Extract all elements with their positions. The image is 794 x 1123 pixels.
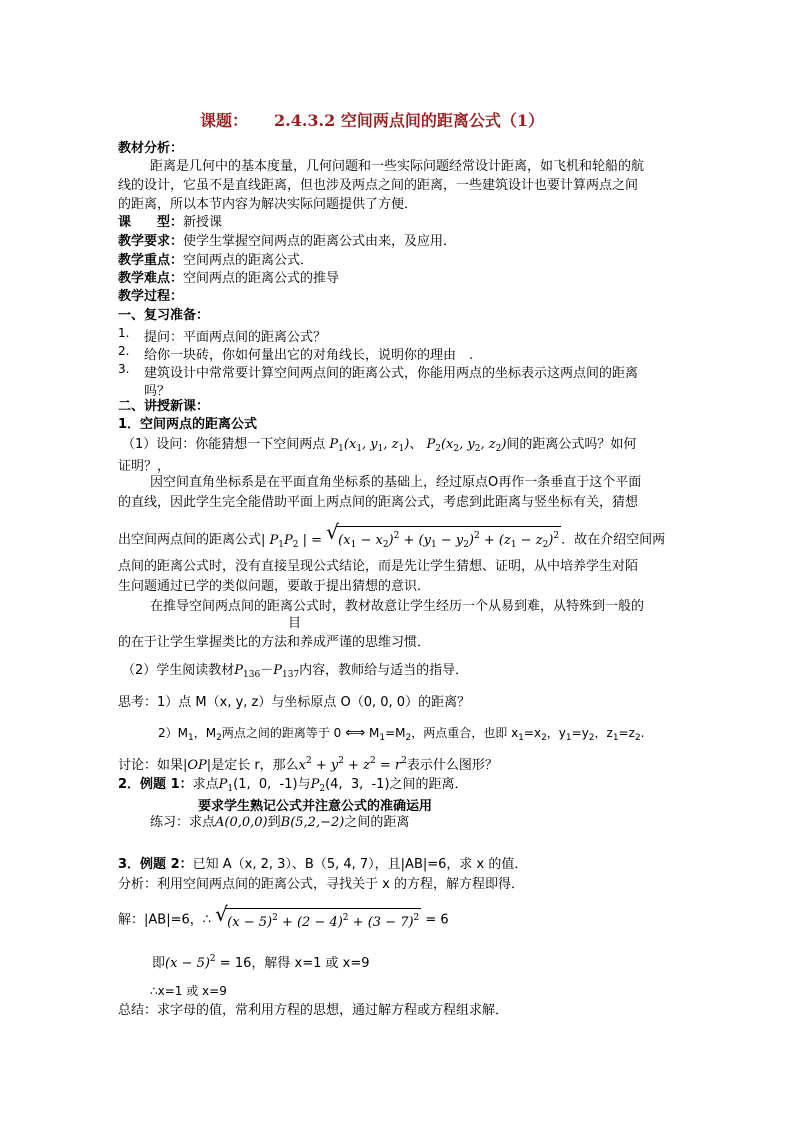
solution-result: ∴x=1 或 x=9 — [150, 984, 227, 998]
op-length: |OP| — [183, 758, 212, 773]
think-2-part: =y — [571, 726, 589, 740]
section1-heading: 一、复习准备： — [118, 308, 210, 323]
item-number-1: 1. — [118, 326, 130, 340]
discussion-mid: 是定长 r，那么 — [211, 758, 299, 773]
point-p2-values: (4, 3, -1) — [325, 777, 390, 792]
distance-formula: | $P_1P_2$ | = √ $(x_1 - x_2)^2 + (y_1 - y_2)^2 + (z_1 - z_2)^2$ — [261, 533, 561, 548]
analysis-heading: 教材分析： — [118, 141, 184, 156]
think-2-part: 2）M — [158, 726, 188, 740]
meta-key-point — [118, 252, 313, 270]
paragraph-3 — [118, 520, 666, 554]
paragraph-7: 的在于让学生掌握类比的方法和养成严谨的思维习惯． — [118, 635, 431, 650]
point-p1-formula: $P_1(x_1$, $y_1$, $z_1$) — [329, 437, 410, 454]
paragraph-5: 生问题通过已学的类似问题，要敢于提出猜想的意识． — [118, 579, 431, 594]
meta-process-label: 教学过程： — [118, 289, 184, 304]
example-2 — [118, 856, 527, 874]
practice — [150, 814, 409, 832]
meta-requirement — [118, 233, 456, 251]
item-text-3-cont: 吗？ — [144, 384, 171, 399]
sphere-equation: $x^2 + y^2 + z^2 = r^2$ — [298, 756, 407, 773]
solution-sqrt-formula: √ $(x - 5)^2 + (2 - 4)^2 + (3 - 7)^2$ — [215, 902, 420, 930]
meta-difficulty — [118, 270, 339, 288]
paragraph-3-post: ．故在介绍空间两 — [561, 532, 666, 548]
point-p2-coords: $P_2$ — [310, 777, 326, 794]
meta-key-point-value: 空间两点的距离公式． — [183, 253, 314, 268]
item-text-1: 提问：平面两点间的距离公式？ — [144, 330, 327, 345]
sqrt-symbol: √ $(x_1 - x_2)^2 + (y_1 - y_2)^2 + (z_1 - z_2)^2$ — [326, 526, 561, 554]
question-2-post: 内容，教师给与适当的指导． — [299, 663, 469, 678]
think-2-part: =z — [618, 726, 635, 740]
solution-2-pre: 即 — [152, 956, 166, 971]
example-1-post: 之间的距离． — [389, 777, 468, 792]
think-2-part: M — [365, 726, 380, 740]
discussion-post: 表示什么图形？ — [406, 758, 498, 773]
page-ref-start: $P_{136}$ — [234, 663, 261, 680]
item-text-2: 给你一块砖，你如何量出它的对角线长，说明你的理由 . — [144, 348, 474, 363]
question-1-mid: 、 — [409, 437, 423, 452]
practice-post: 之间的距离 — [344, 815, 410, 830]
example-1-pre: 求点 — [192, 777, 219, 792]
section2-heading: 二、讲授新课： — [118, 399, 210, 414]
analysis-line-3: 的距离，所以本节内容为解决实际问题提供了方便． — [118, 197, 418, 212]
example-2-label: 3．例题 2： — [118, 857, 193, 872]
think-2-part: ，z — [594, 726, 613, 740]
meta-type-label: 课 型： — [118, 215, 184, 230]
paragraph-2: 的直线，因此学生完全能借助平面上两点间的距离公式，考虑到此距离与竖坐标有关，猜想 — [118, 495, 639, 510]
solution-line-2 — [152, 950, 370, 973]
item-text-3: 建筑设计中常常要计算空间两点间的距离公式，你能用两点的坐标表示这两点间的距离 — [144, 366, 639, 381]
analysis-line-2: 线的设计，它虽不是直线距离，但也涉及两点之间的距离，一些建筑设计也要计算两点之间 — [118, 178, 639, 193]
solution-2-eq: = 16 — [219, 956, 252, 971]
question-1 — [122, 436, 636, 458]
solution-2-post: ，解得 x=1 或 x=9 — [251, 956, 370, 971]
iff-arrow-icon: ⟺ — [345, 725, 366, 741]
analysis-line-1: 距离是几何中的基本度量，几何问题和一些实际问题经常设计距离，如飞机和轮船的航 — [150, 159, 645, 174]
think-2-part: ，y — [546, 726, 566, 740]
meta-process — [118, 288, 183, 306]
think-2-part: 两点之间的距离等于 0 — [221, 726, 342, 740]
paragraph-4: 点间的距离公式时，没有直接呈现公式结论，而是先让学生猜想、证明，从中培养学生对陌 — [118, 559, 639, 574]
practice-mid: 到 — [267, 815, 281, 830]
example-1-mid: 与 — [297, 777, 311, 792]
think-2: $2)M_1$，$M_2$两点之间的距离等于 0 ⟺ $M_1=M_2$，两点重合，也即 $x_1=x_2$，$y_1=y_2$，$z_1=z_2$. — [158, 725, 645, 743]
example-1-label: 2．例题 1： — [118, 777, 193, 792]
solution-line-1 — [118, 902, 449, 932]
think-2-part: =M — [385, 726, 406, 740]
page-ref-end: $P_{137}$ — [273, 663, 300, 680]
example-2-analysis: 分析：利用空间两点间的距离公式，寻找关于 x 的方程，解方程即得． — [118, 877, 524, 892]
question-1-post: 间的距离公式吗？如何 — [506, 437, 637, 452]
item-number-2: 2. — [118, 344, 130, 358]
title-label: 课题： — [200, 111, 249, 130]
meta-difficulty-label: 教学难点： — [118, 271, 184, 286]
meta-type — [118, 214, 222, 232]
point-p2-formula: $P_2(x_2$, $y_2$, $z_2$) — [426, 437, 507, 454]
think-2-part: ，两点重合，也即 x — [411, 726, 519, 740]
paragraph-6-tail: 目 — [288, 616, 302, 631]
meta-type-value: 新授课 — [183, 215, 223, 230]
question-1-pre: （1）设问：你能猜想一下空间两点 — [122, 437, 326, 452]
point-p1-coords: $P_1$ — [218, 777, 234, 794]
item-number-3: 3. — [118, 362, 130, 376]
question-2-mid: － — [260, 663, 274, 678]
discussion-pre: 讨论：如果 — [118, 758, 184, 773]
lesson-title — [200, 108, 544, 131]
meta-requirement-label: 教学要求： — [118, 234, 184, 249]
question-2-pre: （2）学生阅读教材 — [122, 663, 235, 678]
example-1-note: 要求学生熟记公式并注意公式的准确运用 — [198, 799, 433, 814]
point-b-coords: B(5,2,−2) — [280, 815, 345, 830]
think-2-part: . — [640, 726, 645, 740]
example-2-text: 已知 A（x, 2, 3）、B（5, 4, 7），且|AB|=6，求 x 的值． — [192, 857, 528, 872]
think-2-part: ，M — [193, 726, 217, 740]
subheading-distance-formula: 1．空间两点的距离公式 — [118, 417, 258, 432]
solution-pre: 解：|AB|=6，∴ — [118, 912, 212, 928]
think-2-part: =x — [523, 726, 542, 740]
squared-term: $(x - 5)^2$ — [165, 954, 216, 971]
practice-pre: 练习：求点 — [150, 815, 216, 830]
think-1: 思考：1）点 M（x, y, z）与坐标原点 O（0, 0, 0）的距离？ — [118, 695, 471, 710]
paragraph-6: 在推导空间两点间的距离公式时，教材故意让学生经历一个从易到难，从特殊到一般的 — [150, 599, 645, 614]
paragraph-3-pre: 出空间两点间的距离公式 — [118, 532, 262, 548]
title-text: 2.4.3.2 空间两点间的距离公式（1） — [274, 111, 544, 130]
meta-difficulty-value: 空间两点的距离公式的推导 — [183, 271, 340, 286]
point-a-origin: A(0,0,0) — [215, 815, 268, 830]
meta-requirement-value: 使学生掌握空间两点的距离公式由来，及应用． — [183, 234, 457, 249]
question-1-line2: 证明？， — [118, 459, 171, 474]
meta-key-point-label: 教学重点： — [118, 253, 184, 268]
summary: 总结：求字母的值，常利用方程的思想，通过解方程或方程组求解． — [118, 1003, 509, 1018]
paragraph-1: 因空间直角坐标系是在平面直角坐标系的基础上，经过原点O再作一条垂直于这个平面 — [150, 475, 642, 490]
discussion — [118, 752, 498, 775]
solution-eq: = 6 — [425, 912, 449, 928]
question-2 — [122, 662, 468, 684]
point-p1-values: (1, 0, -1) — [233, 777, 298, 792]
